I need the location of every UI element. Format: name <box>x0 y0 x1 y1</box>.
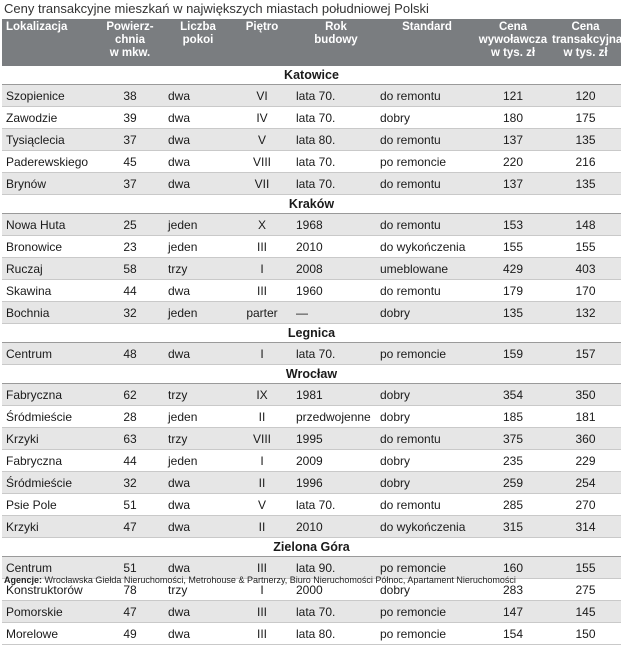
city-header-row <box>2 66 621 85</box>
cell-standard: do remontu <box>378 173 476 195</box>
table-row <box>2 516 621 538</box>
cell-pietro: II <box>230 406 294 428</box>
table-row <box>2 280 621 302</box>
cell-powierzchnia: 51 <box>94 557 166 579</box>
cell-rok: 1996 <box>294 472 378 494</box>
header-cena-trans-line: w tys. zł <box>563 47 608 59</box>
footer-label: Agencje: <box>4 575 43 585</box>
cell-cena-wywolawcza: 121 <box>476 85 550 107</box>
cell-pokoje: trzy <box>166 384 230 406</box>
cell-pietro: parter <box>230 302 294 324</box>
cell-standard: do remontu <box>378 428 476 450</box>
cell-cena-wywolawcza: 159 <box>476 343 550 365</box>
cell-cena-transakcyjna: 170 <box>550 280 621 302</box>
cell-pietro: X <box>230 214 294 236</box>
cell-cena-wywolawcza: 160 <box>476 557 550 579</box>
table-row <box>2 129 621 151</box>
cell-powierzchnia: 25 <box>94 214 166 236</box>
footer-text: Wrocławska Giełda Nieruchomości, Metrohouse & Partnerzy, Biuro Nieruchomości Północ, Apartament Nieruchomości <box>44 575 516 585</box>
table-row <box>2 107 621 129</box>
header-cena-trans-line: Cena <box>571 21 600 33</box>
cell-pokoje: dwa <box>166 173 230 195</box>
header-cena-trans-line: transakcyjna <box>552 34 623 46</box>
cell-pokoje: jeden <box>166 302 230 324</box>
city-header-row <box>2 324 621 343</box>
table-row <box>2 85 621 107</box>
cell-standard: dobry <box>378 450 476 472</box>
table-row <box>2 450 621 472</box>
table-row <box>2 428 621 450</box>
cell-cena-wywolawcza: 155 <box>476 236 550 258</box>
cell-rok: lata 80. <box>294 129 378 151</box>
cell-lokalizacja: Śródmieście <box>2 406 94 428</box>
cell-cena-wywolawcza: 137 <box>476 173 550 195</box>
cell-pokoje: trzy <box>166 258 230 280</box>
cell-pietro: V <box>230 494 294 516</box>
header-cena-wywolawcza <box>476 19 550 66</box>
sources-footer <box>4 575 516 585</box>
cell-pokoje: dwa <box>166 516 230 538</box>
cell-pokoje: dwa <box>166 494 230 516</box>
cell-powierzchnia: 38 <box>94 85 166 107</box>
table-header <box>2 19 621 66</box>
cell-powierzchnia: 37 <box>94 173 166 195</box>
city-header-row <box>2 365 621 384</box>
cell-powierzchnia: 37 <box>94 129 166 151</box>
header-rok-line: budowy <box>314 34 358 46</box>
cell-standard: po remoncie <box>378 557 476 579</box>
cell-lokalizacja: Krzyki <box>2 516 94 538</box>
header-standard: Standard <box>378 19 476 66</box>
cell-cena-wywolawcza: 154 <box>476 623 550 645</box>
cell-cena-transakcyjna: 150 <box>550 623 621 645</box>
header-pietro: Piętro <box>230 19 294 66</box>
cell-rok: lata 70. <box>294 107 378 129</box>
cell-cena-wywolawcza: 354 <box>476 384 550 406</box>
cell-cena-wywolawcza: 259 <box>476 472 550 494</box>
cell-cena-transakcyjna: 254 <box>550 472 621 494</box>
cell-cena-transakcyjna: 270 <box>550 494 621 516</box>
table-row <box>2 151 621 173</box>
header-pokoje <box>166 19 230 66</box>
cell-rok: 2010 <box>294 516 378 538</box>
cell-cena-transakcyjna: 175 <box>550 107 621 129</box>
cell-pietro: III <box>230 280 294 302</box>
cell-lokalizacja: Psie Pole <box>2 494 94 516</box>
table-row <box>2 173 621 195</box>
cell-cena-transakcyjna: 314 <box>550 516 621 538</box>
cell-rok: lata 80. <box>294 623 378 645</box>
cell-pokoje: trzy <box>166 428 230 450</box>
header-cena-wyw-line: w tys. zł <box>490 47 536 59</box>
cell-standard: do remontu <box>378 494 476 516</box>
cell-pokoje: dwa <box>166 129 230 151</box>
cell-lokalizacja: Skawina <box>2 280 94 302</box>
cell-powierzchnia: 47 <box>94 601 166 623</box>
header-cena-transakcyjna <box>550 19 621 66</box>
header-powierzchnia-line: Powierz- <box>106 21 154 33</box>
table-row <box>2 214 621 236</box>
cell-cena-transakcyjna: 132 <box>550 302 621 324</box>
cell-rok: 1968 <box>294 214 378 236</box>
cell-pietro: III <box>230 601 294 623</box>
cell-powierzchnia: 28 <box>94 406 166 428</box>
cell-lokalizacja: Pomorskie <box>2 601 94 623</box>
cell-cena-transakcyjna: 155 <box>550 236 621 258</box>
cell-cena-transakcyjna: 275 <box>550 579 621 601</box>
cell-pokoje: dwa <box>166 107 230 129</box>
cell-cena-transakcyjna: 135 <box>550 129 621 151</box>
cell-rok: 1960 <box>294 280 378 302</box>
cell-powierzchnia: 39 <box>94 107 166 129</box>
cell-pokoje: trzy <box>166 579 230 601</box>
cell-pokoje: jeden <box>166 406 230 428</box>
chart-title: Ceny transakcyjne mieszkań w największych miastach południowej Polski <box>4 1 429 16</box>
cell-cena-transakcyjna: 148 <box>550 214 621 236</box>
city-name: Wrocław <box>2 365 621 384</box>
cell-powierzchnia: 23 <box>94 236 166 258</box>
cell-cena-transakcyjna: 403 <box>550 258 621 280</box>
cell-pokoje: dwa <box>166 472 230 494</box>
cell-pokoje: dwa <box>166 343 230 365</box>
table-row <box>2 258 621 280</box>
cell-powierzchnia: 62 <box>94 384 166 406</box>
cell-standard: do remontu <box>378 129 476 151</box>
cell-cena-wywolawcza: 153 <box>476 214 550 236</box>
header-rok <box>294 19 378 66</box>
cell-lokalizacja: Ruczaj <box>2 258 94 280</box>
cell-powierzchnia: 47 <box>94 516 166 538</box>
table-row <box>2 601 621 623</box>
cell-powierzchnia: 78 <box>94 579 166 601</box>
cell-cena-transakcyjna: 120 <box>550 85 621 107</box>
cell-rok: — <box>294 302 378 324</box>
cell-rok: 1995 <box>294 428 378 450</box>
header-powierzchnia <box>94 19 166 66</box>
cell-rok: 1981 <box>294 384 378 406</box>
cell-pietro: III <box>230 623 294 645</box>
header-powierzchnia-line: w mkw. <box>109 47 151 59</box>
cell-lokalizacja: Fabryczna <box>2 450 94 472</box>
table-row <box>2 406 621 428</box>
cell-pietro: I <box>230 579 294 601</box>
cell-cena-wywolawcza: 375 <box>476 428 550 450</box>
cell-rok: lata 70. <box>294 85 378 107</box>
cell-standard: do wykończenia <box>378 516 476 538</box>
cell-rok: 2000 <box>294 579 378 601</box>
table-row <box>2 343 621 365</box>
cell-powierzchnia: 51 <box>94 494 166 516</box>
cell-lokalizacja: Centrum <box>2 343 94 365</box>
cell-pokoje: dwa <box>166 601 230 623</box>
cell-pietro: VI <box>230 85 294 107</box>
cell-standard: dobry <box>378 107 476 129</box>
cell-lokalizacja: Nowa Huta <box>2 214 94 236</box>
cell-powierzchnia: 44 <box>94 450 166 472</box>
cell-powierzchnia: 49 <box>94 623 166 645</box>
cell-standard: do remontu <box>378 280 476 302</box>
cell-pokoje: jeden <box>166 450 230 472</box>
cell-cena-transakcyjna: 229 <box>550 450 621 472</box>
cell-lokalizacja: Konstruktorów <box>2 579 94 601</box>
cell-pietro: VII <box>230 173 294 195</box>
header-pokoje-line: pokoi <box>182 34 214 46</box>
header-cena-wyw-line: wywoławcza <box>478 34 548 46</box>
cell-cena-transakcyjna: 157 <box>550 343 621 365</box>
cell-cena-wywolawcza: 147 <box>476 601 550 623</box>
cell-lokalizacja: Tysiąclecia <box>2 129 94 151</box>
cell-pietro: IX <box>230 384 294 406</box>
header-cena-wyw-line: Cena <box>498 21 528 33</box>
cell-cena-transakcyjna: 155 <box>550 557 621 579</box>
cell-standard: dobry <box>378 302 476 324</box>
table-row <box>2 494 621 516</box>
cell-cena-wywolawcza: 220 <box>476 151 550 173</box>
cell-cena-transakcyjna: 181 <box>550 406 621 428</box>
cell-pokoje: dwa <box>166 557 230 579</box>
cell-lokalizacja: Paderewskiego <box>2 151 94 173</box>
city-header-row <box>2 195 621 214</box>
cell-pietro: III <box>230 557 294 579</box>
city-header-row <box>2 538 621 557</box>
cell-cena-wywolawcza: 283 <box>476 579 550 601</box>
city-name: Legnica <box>2 324 621 343</box>
cell-pietro: IV <box>230 107 294 129</box>
cell-rok: lata 90. <box>294 557 378 579</box>
cell-pokoje: jeden <box>166 214 230 236</box>
cell-standard: dobry <box>378 472 476 494</box>
cell-cena-wywolawcza: 179 <box>476 280 550 302</box>
table-row <box>2 623 621 645</box>
cell-rok: 2010 <box>294 236 378 258</box>
city-name: Zielona Góra <box>2 538 621 557</box>
cell-rok: lata 70. <box>294 151 378 173</box>
cell-lokalizacja: Śródmieście <box>2 472 94 494</box>
cell-cena-wywolawcza: 429 <box>476 258 550 280</box>
cell-lokalizacja: Krzyki <box>2 428 94 450</box>
cell-powierzchnia: 44 <box>94 280 166 302</box>
cell-pokoje: jeden <box>166 236 230 258</box>
price-table <box>2 19 621 645</box>
cell-pietro: V <box>230 129 294 151</box>
cell-rok: lata 70. <box>294 601 378 623</box>
cell-rok: lata 70. <box>294 173 378 195</box>
header-powierzchnia-line: chnia <box>114 34 146 46</box>
cell-pietro: I <box>230 450 294 472</box>
cell-lokalizacja: Zawodzie <box>2 107 94 129</box>
cell-powierzchnia: 48 <box>94 343 166 365</box>
cell-pietro: I <box>230 258 294 280</box>
cell-cena-wywolawcza: 185 <box>476 406 550 428</box>
cell-cena-transakcyjna: 360 <box>550 428 621 450</box>
table-row <box>2 472 621 494</box>
cell-standard: do wykończenia <box>378 236 476 258</box>
cell-standard: umeblowane <box>378 258 476 280</box>
cell-pietro: II <box>230 516 294 538</box>
cell-rok: 2009 <box>294 450 378 472</box>
cell-rok: przedwojenne <box>294 406 378 428</box>
cell-cena-wywolawcza: 135 <box>476 302 550 324</box>
cell-rok: lata 70. <box>294 343 378 365</box>
cell-cena-transakcyjna: 145 <box>550 601 621 623</box>
cell-rok: lata 70. <box>294 494 378 516</box>
cell-standard: dobry <box>378 384 476 406</box>
cell-pokoje: dwa <box>166 151 230 173</box>
city-name: Kraków <box>2 195 621 214</box>
cell-powierzchnia: 45 <box>94 151 166 173</box>
cell-pokoje: dwa <box>166 623 230 645</box>
cell-lokalizacja: Brynów <box>2 173 94 195</box>
cell-cena-wywolawcza: 137 <box>476 129 550 151</box>
cell-pietro: II <box>230 472 294 494</box>
cell-rok: 2008 <box>294 258 378 280</box>
cell-pietro: VIII <box>230 428 294 450</box>
table-row <box>2 384 621 406</box>
cell-lokalizacja: Fabryczna <box>2 384 94 406</box>
cell-cena-transakcyjna: 216 <box>550 151 621 173</box>
cell-standard: dobry <box>378 579 476 601</box>
cell-standard: po remoncie <box>378 343 476 365</box>
table-body <box>2 66 621 645</box>
cell-lokalizacja: Morelowe <box>2 623 94 645</box>
cell-cena-wywolawcza: 315 <box>476 516 550 538</box>
cell-cena-transakcyjna: 135 <box>550 173 621 195</box>
cell-cena-wywolawcza: 285 <box>476 494 550 516</box>
cell-cena-wywolawcza: 235 <box>476 450 550 472</box>
cell-pietro: VIII <box>230 151 294 173</box>
cell-standard: do remontu <box>378 85 476 107</box>
cell-standard: do remontu <box>378 214 476 236</box>
cell-standard: po remoncie <box>378 151 476 173</box>
table-row <box>2 236 621 258</box>
cell-pokoje: dwa <box>166 85 230 107</box>
cell-cena-wywolawcza: 180 <box>476 107 550 129</box>
cell-lokalizacja: Bochnia <box>2 302 94 324</box>
header-rok-line: Rok <box>325 21 347 33</box>
cell-pietro: III <box>230 236 294 258</box>
cell-powierzchnia: 32 <box>94 472 166 494</box>
header-lokalizacja: Lokalizacja <box>2 19 94 66</box>
cell-lokalizacja: Centrum <box>2 557 94 579</box>
cell-standard: po remoncie <box>378 623 476 645</box>
cell-pietro: I <box>230 343 294 365</box>
cell-cena-transakcyjna: 350 <box>550 384 621 406</box>
cell-powierzchnia: 58 <box>94 258 166 280</box>
city-name: Katowice <box>2 66 621 85</box>
cell-lokalizacja: Bronowice <box>2 236 94 258</box>
cell-standard: dobry <box>378 406 476 428</box>
cell-powierzchnia: 32 <box>94 302 166 324</box>
cell-lokalizacja: Szopienice <box>2 85 94 107</box>
cell-powierzchnia: 63 <box>94 428 166 450</box>
table-row <box>2 302 621 324</box>
cell-pokoje: dwa <box>166 280 230 302</box>
header-pokoje-line: Liczba <box>180 21 216 33</box>
cell-standard: po remoncie <box>378 601 476 623</box>
